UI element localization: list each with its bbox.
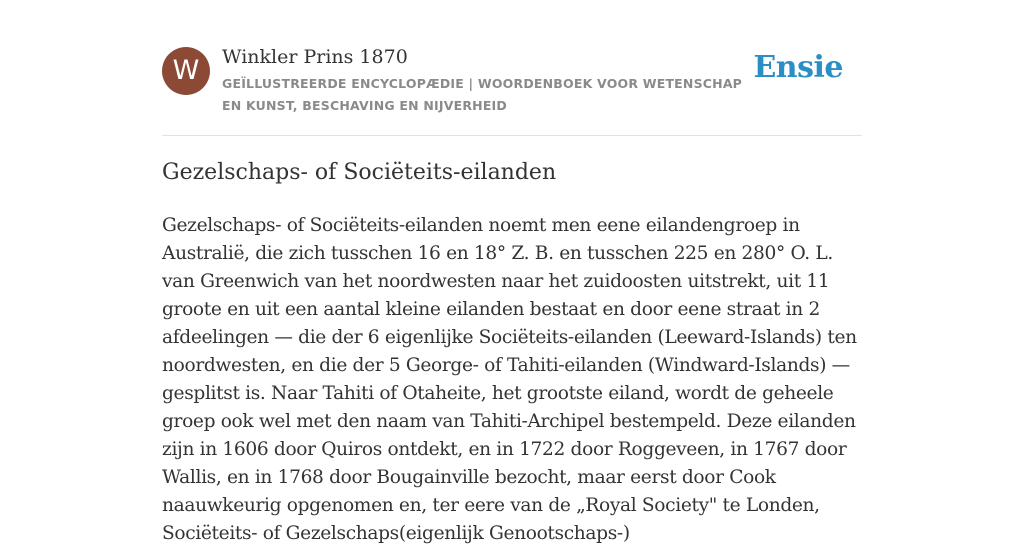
page-content [162,0,862,544]
avatar[interactable]: W [162,47,210,95]
publication-header [162,0,862,136]
publication-title[interactable]: Winkler Prins 1870 [222,46,408,68]
article-title: Gezelschaps- of Sociëteits-eilanden [162,160,557,185]
article-body: Gezelschaps- of Sociëteits-eilanden noemt men eene eilandengroep in Australië, die zich tusschen 16 en 18° Z. B. en tusschen 225 en 280° O. L. van Greenwich van het noordwesten naar het zuidoosten uitstrekt, uit 11 groote en uit een aantal kleine eilanden bestaat en door eene straat in 2 afdeelingen — die der 6 eigenlijke Sociëteits-eilanden (Leeward-Islands) ten noordwesten, en die der 5 George- of Tahiti-eilanden (Windward-Islands) — gesplitst is. Naar Tahiti of Otaheite, het grootste eiland, wordt de geheele groep ook wel met den naam van Tahiti-Archipel bestempeld. Deze eilanden zijn in 1606 door Quiros ontdekt, en in 1722 door Roggeveen, in 1767 door Wallis, en in 1768 door Bougainville bezocht, maar eerst door Cook naauwkeurig opgenomen en, ter eere van de „Royal Society" te Londen, Sociëteits- of Gezelschaps(eigenlijk Genootschaps-) [162,215,857,544]
publication-subtitle: GEÏLLUSTREERDE ENCYCLOPÆDIE | WOORDENBOEK VOOR WETENSCHAP EN KUNST, BESCHAVING EN NIJVERHEID [222,76,743,113]
ensie-logo[interactable]: Ensie [753,50,843,85]
